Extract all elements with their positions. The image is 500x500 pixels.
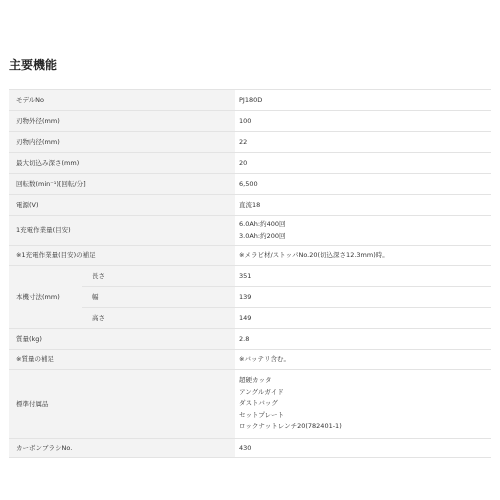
table-row	[9, 350, 491, 370]
accessory-item: セットプレート	[239, 410, 285, 419]
spec-sublabel-height: 高さ	[82, 308, 235, 329]
accessory-item: ダストバッグ	[239, 399, 278, 408]
spec-table	[9, 89, 491, 458]
table-row	[9, 266, 491, 287]
spec-value-inner-diameter: 22	[235, 132, 491, 153]
spec-label-mass: 質量(kg)	[9, 329, 235, 350]
spec-value-max-cut-depth: 20	[235, 153, 491, 174]
table-row	[9, 195, 491, 216]
spec-label-model: モデルNo	[9, 90, 235, 111]
spec-label-carbon-brush: カーボンブラシNo.	[9, 439, 235, 458]
page-title: 主要機能	[9, 58, 58, 72]
spec-sublabel-length: 長さ	[82, 266, 235, 287]
spec-value-height: 149	[235, 308, 491, 329]
table-row	[9, 246, 491, 266]
table-row	[9, 370, 491, 439]
spec-label-power: 電源(V)	[9, 195, 235, 216]
table-row	[9, 90, 491, 111]
spec-value-outer-diameter: 100	[235, 111, 491, 132]
table-row	[9, 329, 491, 350]
table-row	[9, 132, 491, 153]
spec-value-accessories	[235, 370, 491, 439]
spec-value-carbon-brush: 430	[235, 439, 491, 458]
spec-label-work-per-charge: 1充電作業量(目安)	[9, 216, 235, 246]
work-per-charge-line: 6.0Ah:約400回	[239, 220, 286, 228]
table-row	[9, 111, 491, 132]
table-row	[9, 439, 491, 458]
table-row	[9, 287, 491, 308]
spec-label-mass-note: ※質量の補足	[9, 350, 235, 370]
spec-value-power: 直流18	[235, 195, 491, 216]
table-row	[9, 174, 491, 195]
spec-label-accessories: 標準付属品	[9, 370, 235, 439]
spec-value-mass-note: ※バッテリ含む。	[235, 350, 491, 370]
spec-label-rpm: 回転数(min⁻¹)[回転/分]	[9, 174, 235, 195]
spec-label-dimensions: 本機寸法(mm)	[9, 266, 82, 329]
accessory-item: アングルガイド	[239, 387, 284, 396]
work-per-charge-line: 3.0Ah:約200回	[239, 231, 286, 240]
spec-value-length: 351	[235, 266, 491, 287]
spec-label-work-note: ※1充電作業量(目安)の補足	[9, 246, 235, 266]
spec-value-rpm: 6,500	[235, 174, 491, 195]
table-row	[9, 216, 491, 246]
spec-value-work-note: ※メラビ材/ストッパNo.20(切込深さ12.3mm)時。	[235, 246, 491, 266]
table-row	[9, 153, 491, 174]
spec-label-max-cut-depth: 最大切込み深さ(mm)	[9, 153, 235, 174]
spec-value-mass: 2.8	[235, 329, 491, 350]
table-row	[9, 308, 491, 329]
spec-value-width: 139	[235, 287, 491, 308]
spec-label-outer-diameter: 刃物外径(mm)	[9, 111, 235, 132]
spec-sublabel-width: 幅	[82, 287, 235, 308]
spec-label-inner-diameter: 刃物内径(mm)	[9, 132, 235, 153]
spec-value-model: PJ180D	[235, 90, 491, 111]
accessory-item: ロックナットレンチ20(782401-1)	[239, 422, 342, 431]
spec-value-work-per-charge	[235, 216, 491, 246]
accessory-item: 超硬カッタ	[239, 376, 272, 385]
